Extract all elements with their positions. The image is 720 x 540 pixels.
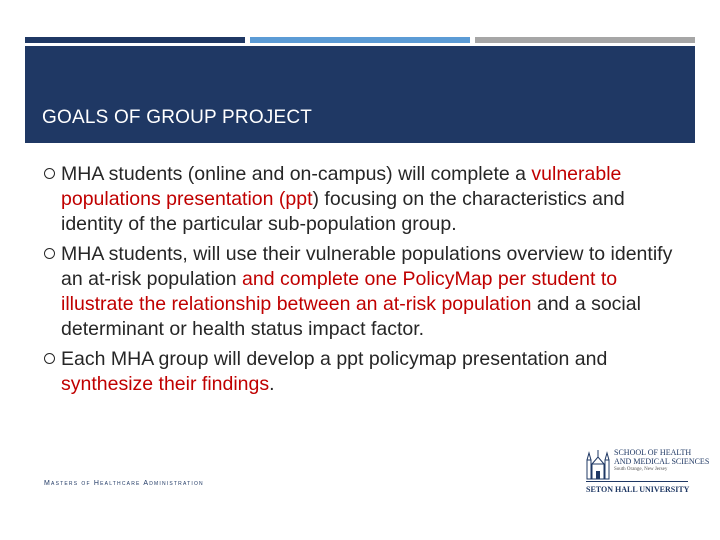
bullet-highlight: synthesize their findings xyxy=(61,373,270,395)
logo-line-1: SCHOOL OF HEALTH xyxy=(614,448,692,457)
circle-bullet-icon xyxy=(44,248,55,259)
bullet-item xyxy=(44,347,690,397)
bullet-text: Each MHA group will develop a ppt policymap presentation and xyxy=(61,348,608,370)
bullet-highlight: and complete one PolicyMap per student to illustrate the relationship between an at-risk population xyxy=(61,268,618,315)
bullet-highlight: vulnerable populations presentation (ppt xyxy=(61,163,622,210)
logo-line-3: South Orange, New Jersey xyxy=(614,467,668,472)
slide-title: GOALS OF GROUP PROJECT xyxy=(42,107,313,128)
top-bar-gray xyxy=(475,37,695,43)
bullet-item xyxy=(44,162,690,237)
bullet-text: . xyxy=(269,373,275,395)
title-banner xyxy=(25,46,695,143)
bullet-text: MHA students (online and on-campus) will complete a xyxy=(61,163,532,185)
university-logo xyxy=(584,448,710,496)
top-bar-navy xyxy=(25,37,245,43)
top-bar-blue xyxy=(250,37,470,43)
seton-hall-building-icon xyxy=(584,448,612,480)
bullet-item xyxy=(44,242,690,342)
circle-bullet-icon xyxy=(44,353,55,364)
bullet-list xyxy=(44,162,690,402)
bullet-text: MHA students, will use their vulnerable populations overview to identify an at-risk population xyxy=(61,243,673,290)
logo-university-name: SETON HALL UNIVERSITY xyxy=(586,485,690,494)
circle-bullet-icon xyxy=(44,168,55,179)
bullet-text: ) focusing on the characteristics and identity of the particular sub-population group. xyxy=(61,188,625,235)
logo-divider xyxy=(586,481,688,482)
logo-line-2: AND MEDICAL SCIENCES xyxy=(614,457,710,466)
bullet-text: and a social determinant or health status impact factor. xyxy=(61,293,641,340)
footer-text: Masters of Healthcare Administration xyxy=(44,480,204,487)
